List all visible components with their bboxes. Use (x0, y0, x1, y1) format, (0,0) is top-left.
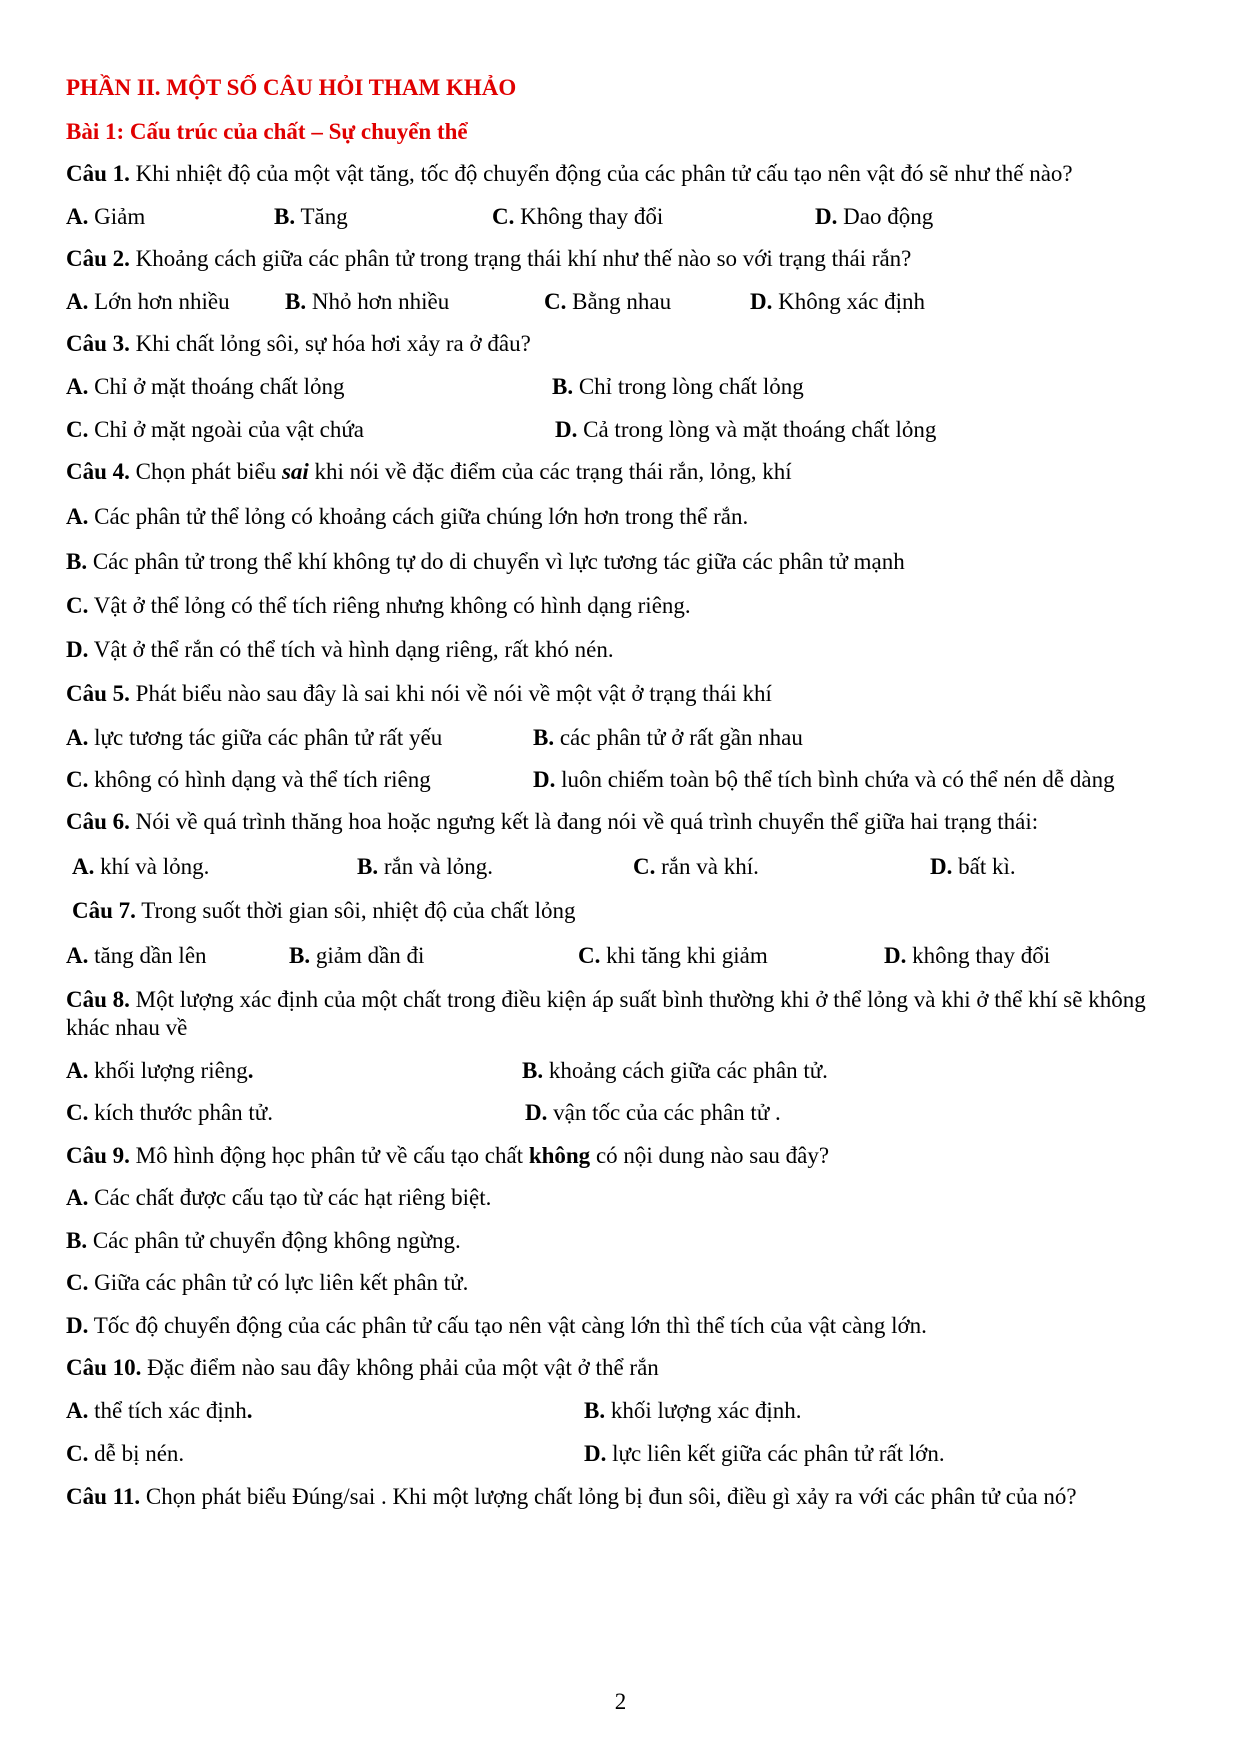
q3-option-a: A. Chỉ ở mặt thoáng chất lỏng (66, 374, 345, 399)
q2-option-c: C. Bằng nhau (544, 289, 672, 314)
question-2: Câu 2. Khoảng cách giữa các phân tử trong trạng thái khí như thế nào so với trạng thái rắn? (66, 246, 912, 271)
q1-option-b: B. Tăng (274, 204, 348, 229)
question-6: Câu 6. Nói về quá trình thăng hoa hoặc ngưng kết là đang nói về quá trình chuyển thể giữa hai trạng thái: (66, 809, 1039, 834)
q4-option-d: D. Vật ở thể rắn có thể tích và hình dạng riêng, rất khó nén. (66, 637, 614, 662)
q5-option-d: D. luôn chiếm toàn bộ thể tích bình chứa và có thể nén dễ dàng (533, 767, 1115, 792)
question-1: Câu 1. Khi nhiệt độ của một vật tăng, tốc độ chuyển động của các phân tử cấu tạo nên vật đó sẽ như thế nào? (66, 161, 1073, 186)
q9-option-a: A. Các chất được cấu tạo từ các hạt riêng biệt. (66, 1185, 492, 1210)
q8-option-b: B. khoảng cách giữa các phân tử. (522, 1058, 828, 1083)
q10-option-a: A. thể tích xác định. (66, 1398, 253, 1423)
q4-option-a: A. Các phân tử thể lỏng có khoảng cách giữa chúng lớn hơn trong thể rắn. (66, 504, 749, 529)
section-title: PHẦN II. MỘT SỐ CÂU HỎI THAM KHẢO (66, 75, 517, 100)
q3-option-d: D. Cả trong lòng và mặt thoáng chất lỏng (555, 417, 937, 442)
question-5: Câu 5. Phát biểu nào sau đây là sai khi nói về nói về một vật ở trạng thái khí (66, 681, 772, 706)
q5-option-c: C. không có hình dạng và thể tích riêng (66, 767, 431, 792)
q8-option-d: D. vận tốc của các phân tử . (525, 1100, 781, 1125)
q10-option-d: D. lực liên kết giữa các phân tử rất lớn. (584, 1441, 945, 1466)
q7-option-a: A. tăng dần lên (66, 943, 207, 968)
q6-option-a: A. khí và lỏng. (72, 854, 210, 879)
question-3: Câu 3. Khi chất lỏng sôi, sự hóa hơi xảy ra ở đâu? (66, 331, 531, 356)
q2-option-d: D. Không xác định (750, 289, 926, 314)
q1-option-d: D. Dao động (815, 204, 934, 229)
q10-option-c: C. dễ bị nén. (66, 1441, 185, 1466)
q8-option-a: A. khối lượng riêng. (66, 1058, 254, 1083)
q7-option-d: D. không thay đổi (884, 943, 1051, 968)
q7-option-c: C. khi tăng khi giảm (578, 943, 768, 968)
q7-option-b: B. giảm dần đi (289, 943, 425, 968)
q3-option-c: C. Chỉ ở mặt ngoài của vật chứa (66, 417, 365, 442)
lesson-title: Bài 1: Cấu trúc của chất – Sự chuyển thể (66, 119, 468, 144)
q1-option-c: C. Không thay đổi (492, 204, 664, 229)
q8-option-c: C. kích thước phân tử. (66, 1100, 274, 1125)
question-10: Câu 10. Đặc điểm nào sau đây không phải của một vật ở thể rắn (66, 1355, 659, 1380)
q4-option-b: B. Các phân tử trong thể khí không tự do di chuyển vì lực tương tác giữa các phân tử mạnh (66, 549, 905, 574)
question-11: Câu 11. Chọn phát biểu Đúng/sai . Khi một lượng chất lỏng bị đun sôi, điều gì xảy ra với các phân tử của nó? (66, 1484, 1077, 1509)
q9-option-b: B. Các phân tử chuyển động không ngừng. (66, 1228, 461, 1253)
q3-option-b: B. Chỉ trong lòng chất lỏng (552, 374, 804, 399)
q5-option-b: B. các phân tử ở rất gần nhau (533, 725, 803, 750)
question-4: Câu 4. Chọn phát biểu sai khi nói về đặc điểm của các trạng thái rắn, lỏng, khí (66, 459, 792, 484)
question-8: Câu 8. Một lượng xác định của một chất trong điều kiện áp suất bình thường khi ở thể lỏng và khi ở thể khí sẽ không khác nhau về (66, 987, 1146, 1040)
q2-option-b: B. Nhỏ hơn nhiều (285, 289, 450, 314)
q10-option-b: B. khối lượng xác định. (584, 1398, 802, 1423)
q6-option-b: B. rắn và lỏng. (357, 854, 494, 879)
q9-option-d: D. Tốc độ chuyển động của các phân tử cấu tạo nên vật càng lớn thì thể tích của vật càng lớn. (66, 1313, 927, 1338)
q5-option-a: A. lực tương tác giữa các phân tử rất yếu (66, 725, 443, 750)
question-9: Câu 9. Mô hình động học phân tử về cấu tạo chất không có nội dung nào sau đây? (66, 1143, 830, 1168)
q1-option-a: A. Giảm (66, 204, 146, 229)
question-7: Câu 7. Trong suốt thời gian sôi, nhiệt độ của chất lỏng (72, 898, 576, 923)
q9-option-c: C. Giữa các phân tử có lực liên kết phân tử. (66, 1270, 469, 1295)
q4-option-c: C. Vật ở thể lỏng có thể tích riêng nhưng không có hình dạng riêng. (66, 593, 691, 618)
q2-option-a: A. Lớn hơn nhiều (66, 289, 230, 314)
page-number: 2 (614, 1689, 627, 1714)
q6-option-c: C. rắn và khí. (633, 854, 759, 879)
q6-option-d: D. bất kì. (930, 854, 1016, 879)
